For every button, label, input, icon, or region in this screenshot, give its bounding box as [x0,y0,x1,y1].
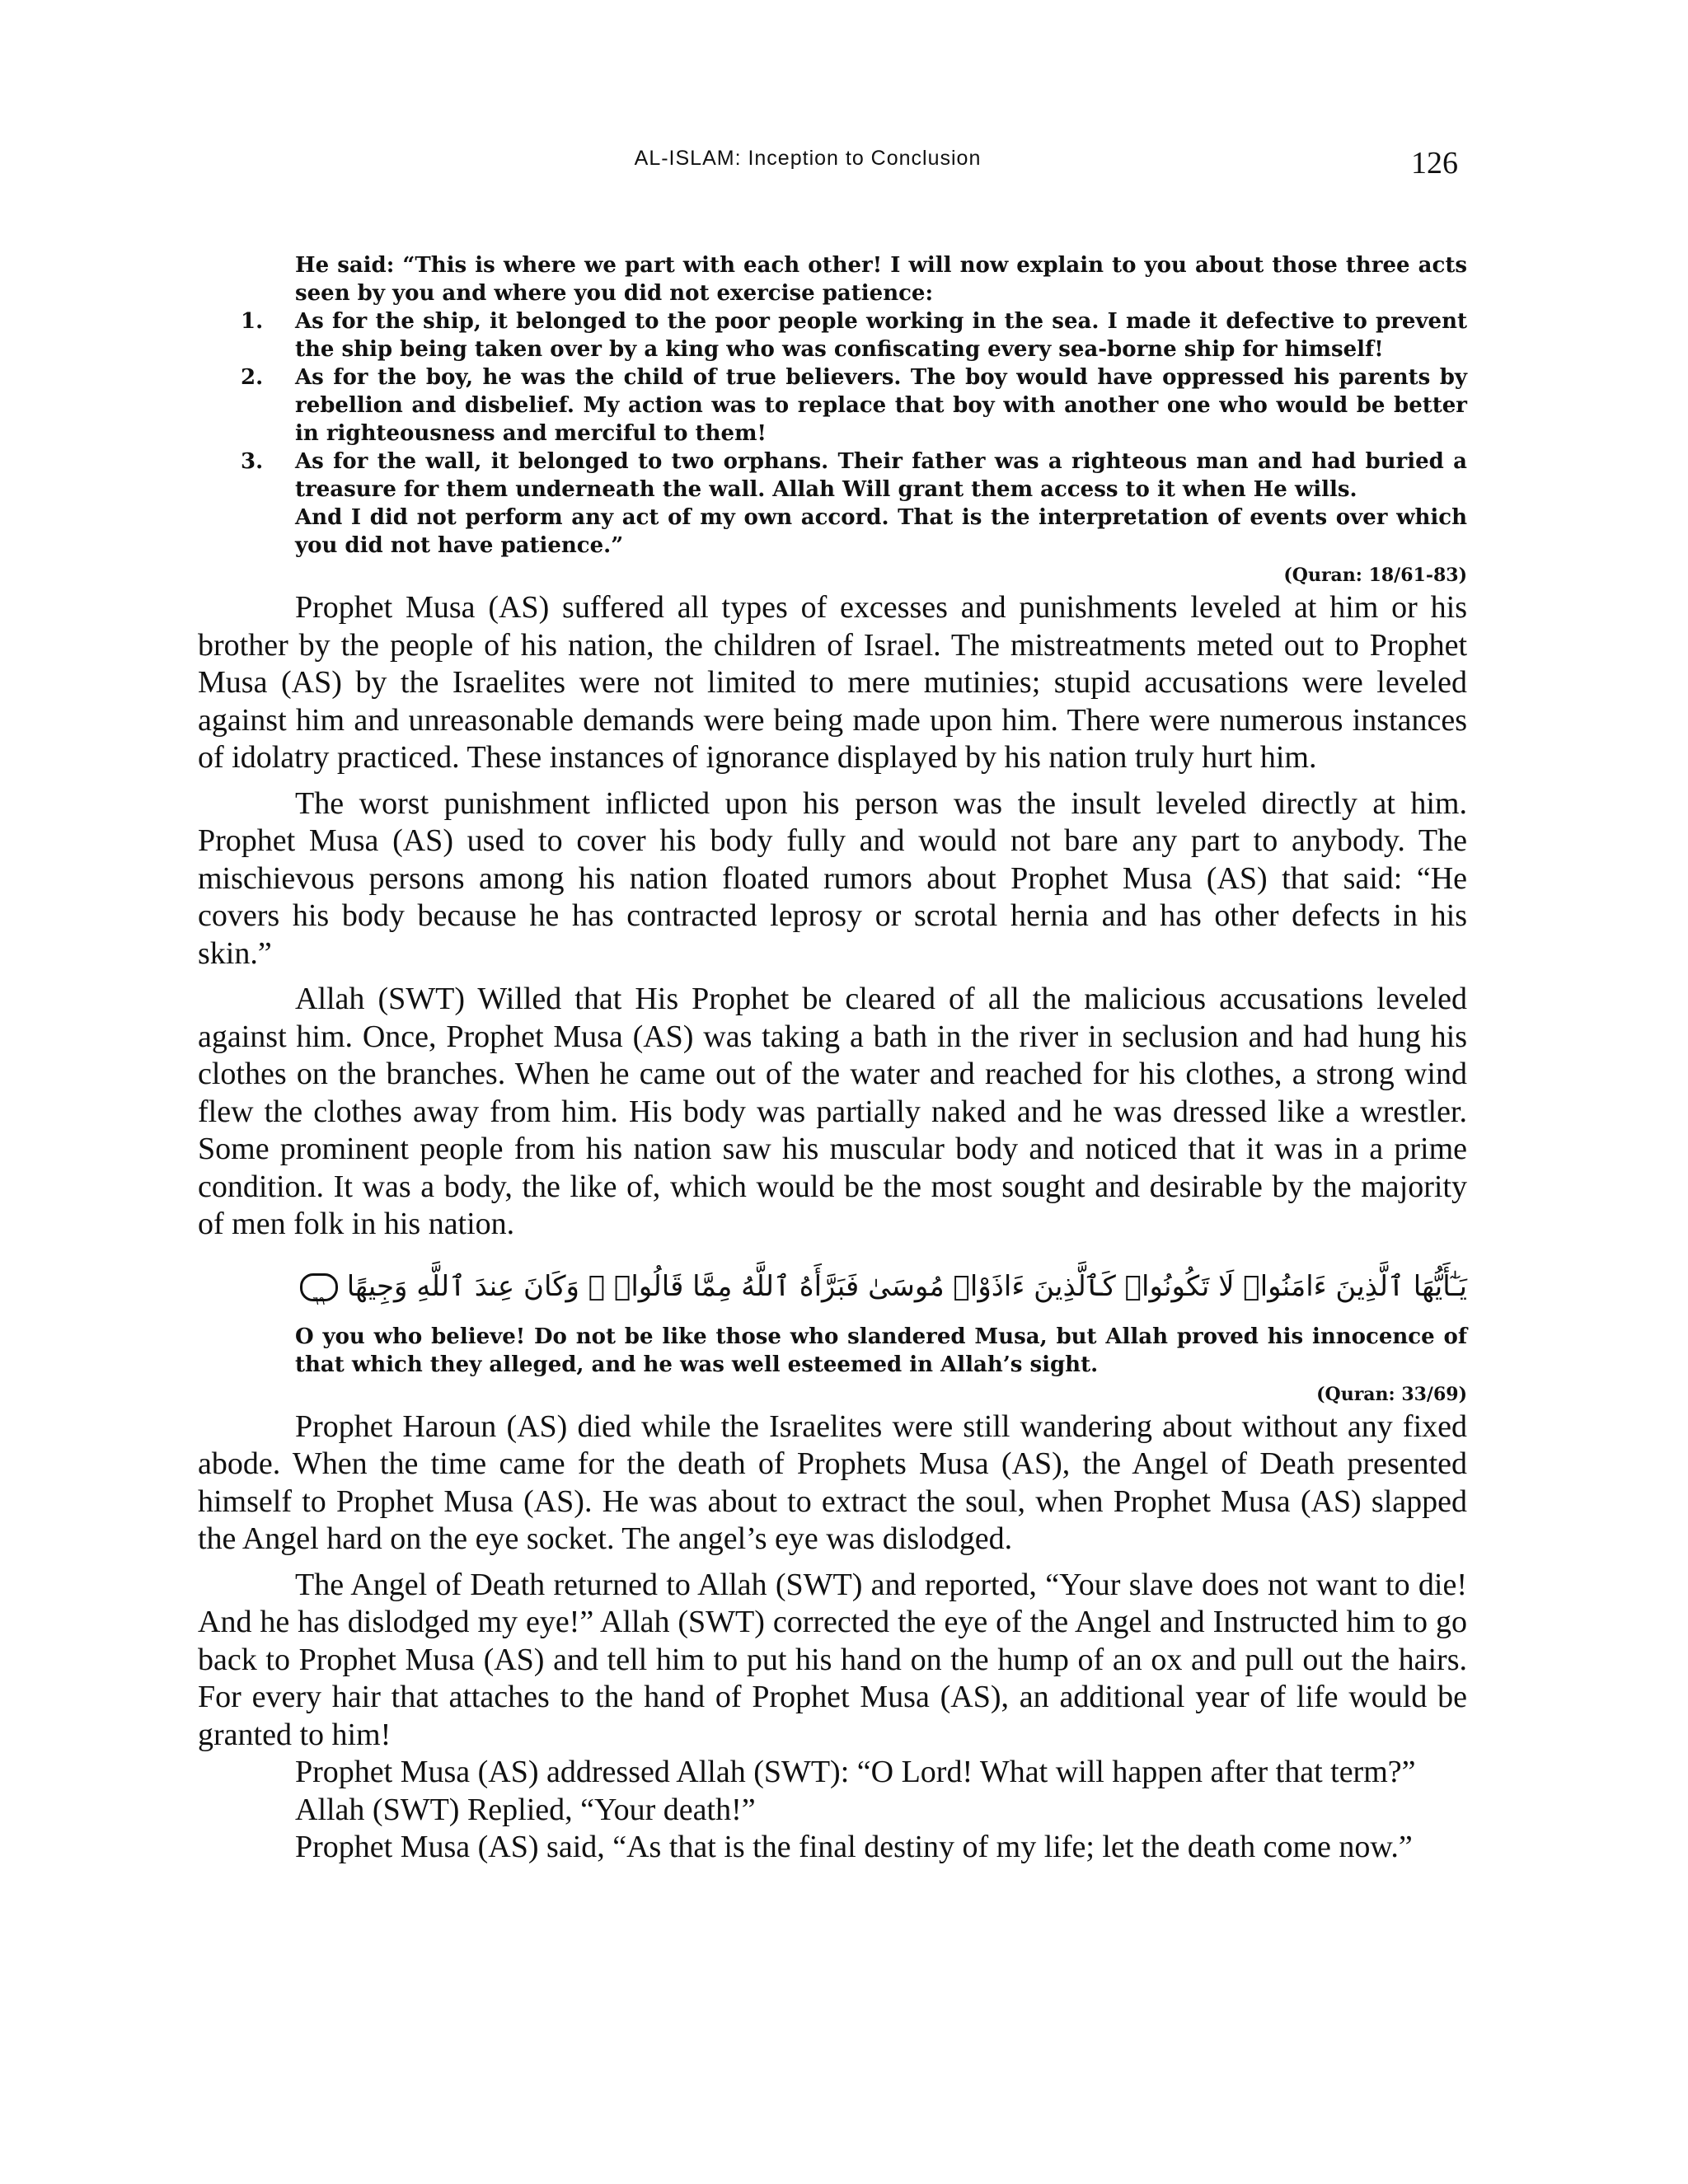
item-text: As for the ship, it belonged to the poor people working in the sea. I made it defective to prevent the ship being taken over by a king who was confiscating every sea-borne ship for himself! [295,309,1467,362]
arabic-verse-text: يَـٰٓأَيُّهَا ٱلَّذِينَ ءَامَنُوا۟ لَا تَكُونُوا۟ كَٱلَّذِينَ ءَاذَوْا۟ مُوسَىٰ فَبَرَّأَهُ ٱللَّهُ مِمَّا قَالُوا۟ ۚ وَكَانَ عِندَ ٱللَّهِ وَجِيهًا [346,1269,1467,1303]
running-header: AL-ISLAM: Inception to Conclusion [634,147,982,170]
arabic-verse [198,1262,1467,1311]
quran-citation: (Quran: 33/69) [1316,1383,1467,1405]
quote-item [241,363,1467,448]
item-text: As for the boy, he was the child of true believers. The boy would have oppressed his parents by rebellion and disbelief. My action was to replace that boy with another one who would be better in righteousness and merciful to them! [295,365,1467,446]
body-paragraph: The Angel of Death returned to Allah (SWT) and reported, “Your slave does not want to die! And he has dislodged my eye!” Allah (SWT) corrected the eye of the Angel and Instructed him to go back to Prophet Musa (AS) and tell him to put his hand on the hump of an ox and pull out the hairs. For every hair that attaches to the hand of Prophet Musa (AS), an additional year of life would be granted to him! [198,1567,1467,1752]
body-paragraph: Allah (SWT) Willed that His Prophet be cleared of all the malicious accusations leveled against him. Once, Prophet Musa (AS) was taking a bath in the river in seclusion and had hung his clothes on the branches. When he came out of the water and reached for his clothes, a strong wind flew the clothes away from him. His body was partially naked and he was dressed like a wrestler. Some prominent people from his nation saw his muscular body and noticed that it was in a prime condition. It was a body, the like of, which would be the most sought and desirable by the majority of men folk in his nation. [198,982,1467,1241]
ayah-number: ٦٩ [312,1295,326,1308]
quran-quote-block [198,251,1467,560]
item-number: 1. [241,309,264,334]
dialogue-line: Prophet Musa (AS) addressed Allah (SWT): “O Lord! What will happen after that term?” [295,1755,1416,1789]
page-content [198,251,1467,1867]
quran-citation: (Quran: 18/61-83) [1283,565,1467,586]
quote-item [241,448,1467,504]
quran-translation [198,1323,1467,1379]
translation-text: O you who believe! Do not be like those who slandered Musa, but Allah proved his innocence of that which they alleged, and he was well esteemed in Allah’s sight. [295,1324,1467,1377]
dialogue-line: Prophet Musa (AS) said, “As that is the final destiny of my life; let the death come now.” [295,1830,1413,1864]
body-paragraph: The worst punishment inflicted upon his person was the insult leveled directly at him. Prophet Musa (AS) used to cover his body fully and would not bare any part to anybody. The mischievous persons among his nation floated rumors about Prophet Musa (AS) that said: “He covers his body because he has contracted leprosy or scrotal hernia and has other defects in his skin.” [198,785,1467,971]
quote-closing: And I did not perform any act of my own accord. That is the interpretation of events over which you did not have patience.” [295,505,1467,558]
dialogue-line: Allah (SWT) Replied, “Your death!” [295,1792,756,1827]
quote-intro: He said: “This is where we part with each other! I will now explain to you about those three acts seen by you and where you did not exercise patience: [295,253,1467,306]
quote-item [241,307,1467,363]
page-number: 126 [1411,146,1458,180]
item-number: 2. [241,365,264,390]
item-text: As for the wall, it belonged to two orphans. Their father was a righteous man and had buried a treasure for them underneath the wall. Allah Will grant them access to it when He wills. [295,449,1467,502]
body-paragraph: Prophet Haroun (AS) died while the Israelites were still wandering about without any fixed abode. When the time came for the death of Prophets Musa (AS), the Angel of Death presented himself to Prophet Musa (AS). He was about to extract the soul, when Prophet Musa (AS) slapped the Angel hard on the eye socket. The angel’s eye was dislodged. [198,1408,1467,1556]
body-paragraph: Prophet Musa (AS) suffered all types of excesses and punishments leveled at him or his brother by the people of his nation, the children of Israel. The mistreatments meted out to Prophet Musa (AS) by the Israelites were not limited to mere mutinies; stupid accusations were leveled against him and unreasonable demands were being made upon him. There were numerous instances of idolatry practiced. These instances of ignorance displayed by his nation truly hurt him. [198,590,1467,775]
item-number: 3. [241,449,264,474]
ayah-end-icon [300,1273,338,1308]
